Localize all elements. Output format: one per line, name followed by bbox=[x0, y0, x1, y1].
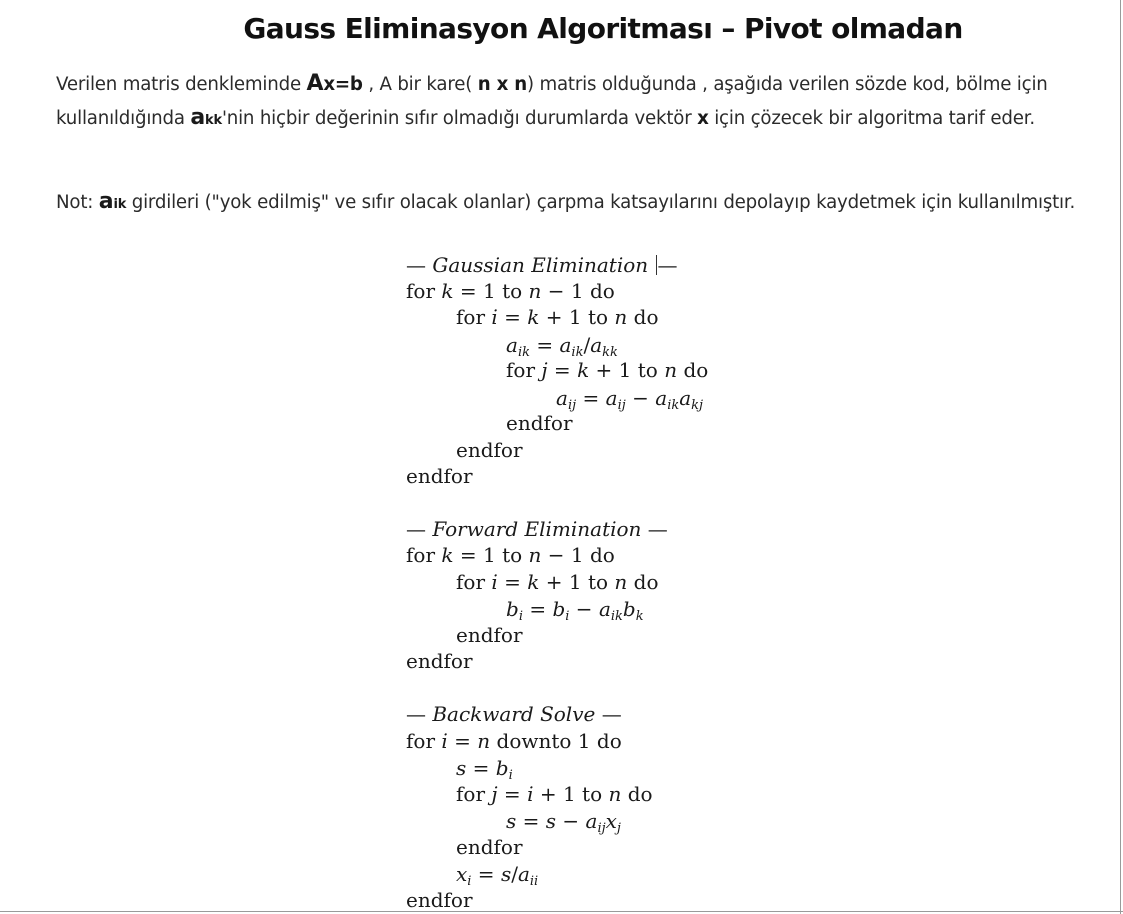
code-line: endfor bbox=[456, 835, 523, 859]
intro-paragraph: Verilen matris denkleminde Ax=b , A bir kare( n x n) matris olduğunda , aşağıda verilen sözde kod, bölme için kullanıldığında akk'nin hiçbir değerinin sıfır olmadığı durumlarda vektör x için çözecek bir algoritma tarif eder. bbox=[56, 71, 1048, 130]
code-line: $a_{ij} = a_{ij} - a_{ik}a_{kj}$ bbox=[556, 386, 704, 413]
code-line: $s = b_i$ bbox=[456, 756, 513, 783]
code-line: for i = n downto 1 do bbox=[406, 729, 622, 753]
page-edge-bottom bbox=[0, 911, 1123, 912]
code-line: for j = i + 1 to n do bbox=[456, 782, 653, 806]
code-line: for i = k + 1 to n do bbox=[456, 570, 659, 594]
code-line: endfor bbox=[456, 438, 523, 462]
code-line: endfor bbox=[406, 888, 473, 912]
forward-elimination-header: — Forward Elimination — bbox=[406, 517, 668, 541]
code-line: for i = k + 1 to n do bbox=[456, 305, 659, 329]
note-paragraph: Not: aik girdileri ("yok edilmiş" ve sıfır olacak olanlar) çarpma katsayılarını depolayıp kaydetmek için kullanılmıştır. bbox=[56, 189, 1076, 214]
code-line: $x_i = s/a_{ii}$ bbox=[456, 862, 539, 889]
code-line: $s = s - a_{ij}x_j$ bbox=[506, 809, 621, 836]
code-line: $a_{ik} = a_{ik}/a_{kk}$ bbox=[506, 333, 618, 360]
text-cursor bbox=[656, 255, 657, 275]
code-line: for k = 1 to n − 1 do bbox=[406, 543, 615, 567]
code-line: endfor bbox=[406, 464, 473, 488]
code-line: endfor bbox=[406, 649, 473, 673]
code-line: endfor bbox=[456, 623, 523, 647]
code-line: endfor bbox=[506, 411, 573, 435]
backward-solve-header: — Backward Solve — bbox=[406, 702, 622, 726]
code-line: for k = 1 to n − 1 do bbox=[406, 279, 615, 303]
page-title: Gauss Eliminasyon Algoritması – Pivot olmadan bbox=[243, 12, 963, 45]
gaussian-elimination-header: — Gaussian Elimination — bbox=[406, 253, 678, 277]
code-line: $b_i = b_i - a_{ik}b_k$ bbox=[506, 597, 644, 624]
page-edge-right bbox=[1120, 0, 1121, 914]
code-line: for j = k + 1 to n do bbox=[506, 358, 709, 382]
